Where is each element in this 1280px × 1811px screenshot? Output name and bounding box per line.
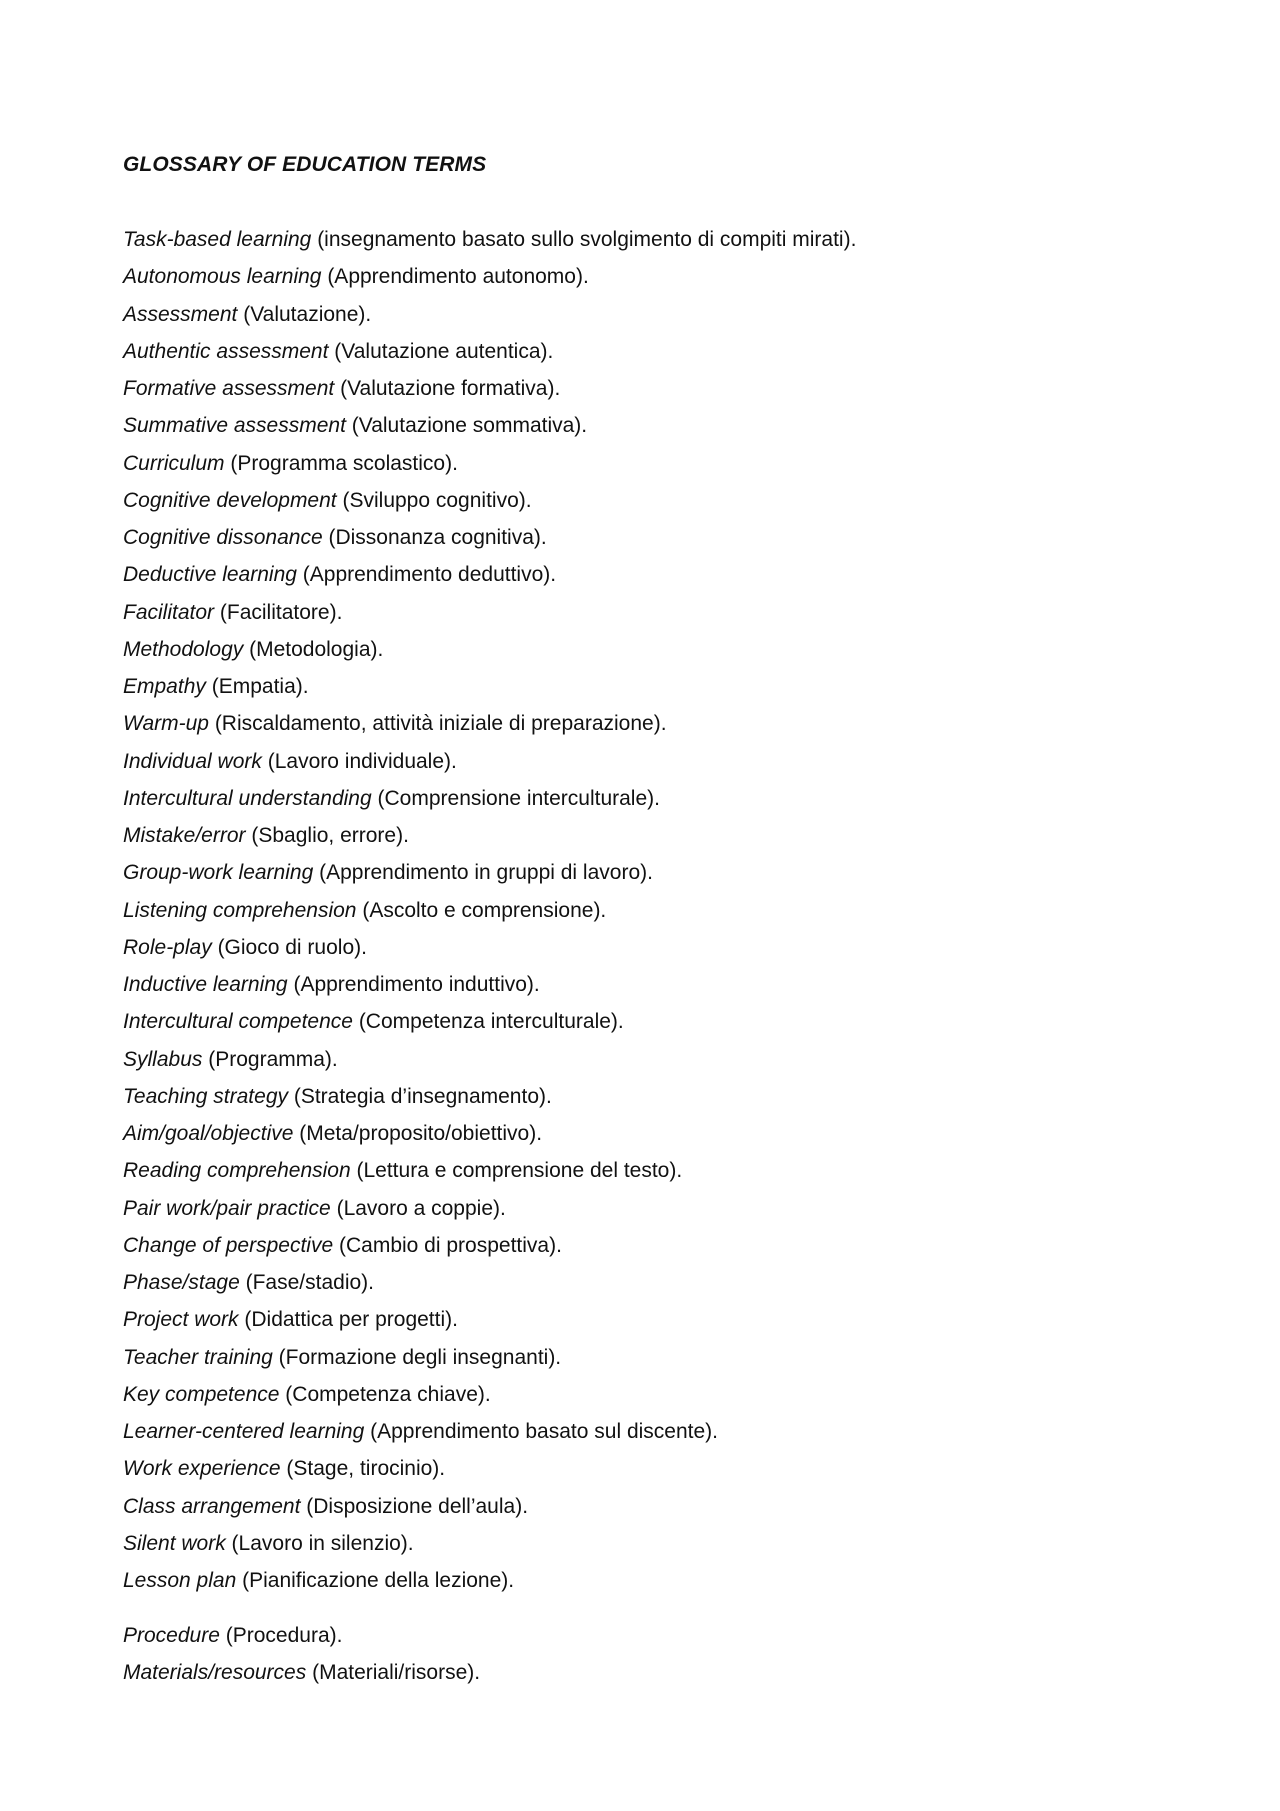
glossary-translation: (Apprendimento basato sul discente). [370, 1420, 718, 1443]
glossary-term: Methodology [123, 637, 244, 661]
glossary-term: Empathy [123, 675, 206, 698]
glossary-translation: (Fase/stadio). [245, 1271, 374, 1294]
glossary-term: Group-work learning [123, 861, 314, 885]
glossary-entry [123, 1233, 856, 1270]
glossary-translation: (Pianificazione della lezione). [242, 1569, 515, 1592]
glossary-term: Assessment [123, 302, 238, 326]
glossary-entry [123, 637, 856, 674]
glossary-translation: (Formazione degli insegnanti). [278, 1345, 562, 1369]
glossary-term: Materials/resources [123, 1661, 307, 1685]
glossary-term: Procedure [123, 1624, 220, 1647]
glossary-entry [123, 1158, 856, 1195]
glossary-term: Aim/goal/objective [123, 1122, 294, 1145]
glossary-entry [123, 600, 856, 637]
glossary-term: Facilitator [123, 600, 215, 624]
glossary-term: Intercultural competence [123, 1010, 353, 1034]
glossary-term: Reading comprehension [123, 1159, 351, 1183]
glossary-entry [123, 227, 856, 264]
glossary-entry [123, 1456, 856, 1493]
glossary-term: Listening comprehension [123, 898, 357, 922]
glossary-term: Deductive learning [123, 563, 297, 587]
glossary-entry [123, 823, 856, 860]
document-page [123, 0, 1203, 1811]
glossary-term: Warm-up [123, 712, 209, 736]
glossary-translation: (Materiali/risorse). [312, 1661, 481, 1685]
glossary-entry [123, 1531, 856, 1568]
glossary-term: Work experience [123, 1457, 281, 1481]
glossary-translation: (Empatia). [211, 675, 309, 698]
glossary-translation: (Lettura e comprensione del testo). [356, 1159, 683, 1183]
document-title: GLOSSARY OF EDUCATION TERMS [123, 153, 487, 176]
glossary-term: Authentic assessment [123, 339, 329, 363]
glossary-translation: (Facilitatore). [219, 600, 343, 624]
glossary-translation: (Valutazione autentica). [334, 339, 554, 363]
glossary-entry [123, 376, 856, 413]
glossary-translation: (Comprensione interculturale). [377, 786, 660, 810]
glossary-term: Pair work/pair practice [123, 1196, 331, 1220]
glossary-entry [123, 302, 856, 339]
glossary-translation: (Programma). [208, 1047, 338, 1071]
glossary-term: Formative assessment [123, 377, 335, 400]
glossary-translation: (Didattica per progetti). [244, 1308, 458, 1332]
glossary-translation: (Lavoro a coppie). [336, 1196, 506, 1220]
glossary-translation: (Strategia d’insegnamento). [293, 1084, 552, 1108]
glossary-translation: (Apprendimento induttivo). [293, 973, 540, 996]
glossary-entry [123, 562, 856, 599]
glossary-list-continued [123, 1623, 480, 1698]
glossary-translation: (Apprendimento deduttivo). [302, 563, 557, 587]
glossary-term: Autonomous learning [123, 265, 322, 289]
glossary-term: Inductive learning [123, 973, 288, 996]
glossary-translation: (Programma scolastico). [230, 451, 458, 475]
glossary-term: Cognitive development [123, 488, 337, 512]
glossary-entry [123, 1270, 856, 1307]
glossary-translation: (Metodologia). [249, 637, 384, 661]
glossary-list [123, 227, 856, 1605]
glossary-term: Role-play [123, 935, 212, 959]
glossary-translation: (Valutazione formativa). [340, 377, 561, 400]
glossary-entry [123, 525, 856, 562]
glossary-term: Lesson plan [123, 1569, 237, 1592]
glossary-term: Curriculum [123, 451, 225, 475]
glossary-term: Class arrangement [123, 1494, 301, 1518]
glossary-term: Key competence [123, 1382, 280, 1406]
glossary-translation: (Apprendimento autonomo). [327, 265, 589, 289]
glossary-term: Learner-centered learning [123, 1420, 365, 1443]
glossary-entry [123, 674, 856, 711]
glossary-translation: (Gioco di ruolo). [217, 935, 367, 959]
glossary-entry [123, 786, 856, 823]
glossary-translation: (Stage, tirocinio). [286, 1457, 446, 1481]
glossary-entry [123, 1121, 856, 1158]
glossary-term: Individual work [123, 749, 262, 773]
glossary-term: Mistake/error [123, 824, 246, 847]
glossary-term: Syllabus [123, 1047, 203, 1071]
glossary-translation: (Sviluppo cognitivo). [342, 488, 532, 512]
glossary-entry [123, 935, 856, 972]
glossary-translation: (insegnamento basato sullo svolgimento di compiti mirati). [317, 228, 857, 251]
glossary-term: Change of perspective [123, 1233, 334, 1257]
glossary-entry [123, 711, 856, 748]
glossary-entry [123, 1345, 856, 1382]
glossary-entry [123, 1047, 856, 1084]
glossary-entry [123, 898, 856, 935]
glossary-translation: (Disposizione dell’aula). [306, 1494, 529, 1518]
glossary-entry [123, 1084, 856, 1121]
glossary-translation: (Dissonanza cognitiva). [328, 526, 547, 549]
glossary-term: Phase/stage [123, 1271, 240, 1294]
glossary-entry [123, 264, 856, 301]
glossary-translation: (Apprendimento in gruppi di lavoro). [319, 861, 653, 885]
glossary-entry [123, 339, 856, 376]
glossary-entry [123, 1623, 480, 1660]
glossary-term: Summative assessment [123, 414, 346, 438]
glossary-translation: (Procedura). [225, 1624, 343, 1647]
glossary-translation: (Competenza interculturale). [358, 1010, 624, 1034]
glossary-entry [123, 1419, 856, 1456]
glossary-entry [123, 413, 856, 450]
glossary-translation: (Sbaglio, errore). [251, 824, 409, 847]
glossary-entry [123, 972, 856, 1009]
glossary-term: Silent work [123, 1531, 226, 1555]
glossary-translation: (Riscaldamento, attività iniziale di preparazione). [214, 712, 667, 736]
glossary-term: Cognitive dissonance [123, 526, 323, 549]
glossary-term: Intercultural understanding [123, 786, 372, 810]
glossary-term: Project work [123, 1308, 239, 1332]
glossary-translation: (Valutazione). [243, 302, 372, 326]
glossary-entry [123, 1307, 856, 1344]
glossary-translation: (Lavoro individuale). [267, 749, 457, 773]
glossary-translation: (Valutazione sommativa). [351, 414, 588, 438]
glossary-translation: (Cambio di prospettiva). [338, 1233, 562, 1257]
glossary-translation: (Ascolto e comprensione). [362, 898, 607, 922]
glossary-term: Task-based learning [123, 228, 312, 251]
glossary-entry [123, 860, 856, 897]
glossary-entry [123, 488, 856, 525]
glossary-entry [123, 451, 856, 488]
glossary-entry [123, 1494, 856, 1531]
glossary-entry [123, 1009, 856, 1046]
glossary-entry [123, 1382, 856, 1419]
glossary-entry [123, 749, 856, 786]
glossary-entry [123, 1196, 856, 1233]
glossary-term: Teacher training [123, 1345, 273, 1369]
glossary-translation: (Competenza chiave). [285, 1382, 491, 1406]
glossary-translation: (Lavoro in silenzio). [231, 1531, 414, 1555]
glossary-translation: (Meta/proposito/obiettivo). [299, 1122, 543, 1145]
glossary-term: Teaching strategy [123, 1084, 288, 1108]
glossary-entry [123, 1568, 856, 1605]
glossary-entry [123, 1660, 480, 1697]
